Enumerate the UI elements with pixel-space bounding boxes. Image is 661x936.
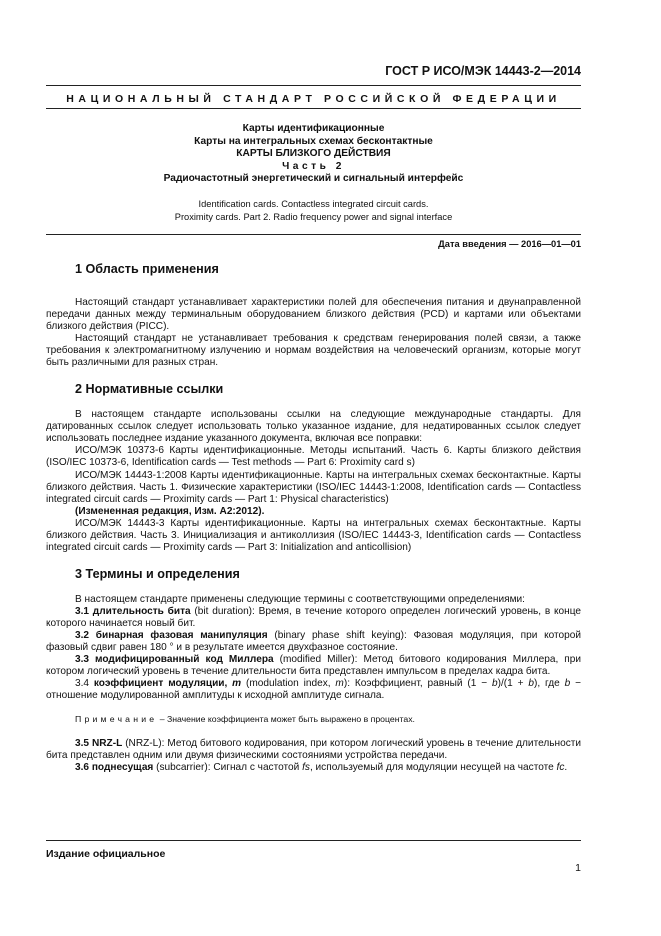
term-3-2-label: 3.2 бинарная фазовая манипуляция (75, 629, 268, 641)
title-part: Часть 2 (282, 160, 345, 172)
term-3-4-text-b: ): Коэффициент, равный (1 − (343, 678, 492, 690)
section-2-paragraph-1: В настоящем стандарте использованы ссылки на следующие международные стандарты. Для датированных ссылок следует использовать только указанное издание, для недатированных ссылок следует использовать последнее издание указанного документа, включая все поправки: (46, 409, 581, 445)
title-rule (46, 234, 581, 235)
term-3-4-text-d: ), где (534, 678, 565, 690)
title-line-5: Радиочастотный энергетический и сигнальный интерфейс (163, 173, 464, 185)
section-3-heading: 3 Термины и определения (75, 566, 240, 581)
term-3-6 (46, 762, 581, 774)
amendment-note: (Измененная редакция, Изм. A2:2012). (75, 505, 265, 517)
term-3-1 (46, 606, 581, 630)
footer-rule (46, 840, 581, 841)
section-3-intro: В настоящем стандарте применены следующие термины с соответствующими определениями: (75, 593, 525, 605)
english-title-line-2: Proximity cards. Part 2. Radio frequency power and signal interface (174, 211, 453, 222)
note-text: – Значение коэффициента может быть выражено в процентах. (157, 714, 415, 725)
term-3-1-label: 3.1 длительность бита (75, 605, 191, 617)
term-3-2-definition: (binary phase shift keying): Фазовая модуляция, при которой фазовый сдвиг равен 180 ° и в результате имеется двухфазное состояние. (46, 629, 581, 654)
russian-title (46, 123, 581, 186)
term-3-5 (46, 738, 581, 762)
reference-iso-14443-1: ИСО/МЭК 14443-1:2008 Карты идентификационные. Карты на интегральных схемах бесконтактные. Карты близкого действия. Часть 1. Физические характеристики (ISO/IEC 14443-1:2008, Identification cards — Contactless integrated circuit cards — Proximity cards — Part 1: Physical characteristics) (46, 469, 581, 505)
section-1-paragraph-2: Настоящий стандарт не устанавливает требования к средствам генерирования полей связи, а также требования к электромагнитному излучению и нормам воздействия на человеческий организм, которые могут быть различными для разных стран. (46, 333, 581, 369)
page-number: 1 (575, 862, 581, 874)
term-3-4-text-a: (modulation index, (241, 678, 336, 690)
section-1-paragraph-1: Настоящий стандарт устанавливает характеристики полей для обеспечения питания и двунаправленной передачи данных между терминальным оборудованием близкого действия (PCD) и картами или объектами близкого действия (PICC). (46, 297, 581, 333)
note-lead: Примечание (75, 714, 158, 725)
term-3-2 (46, 630, 581, 654)
national-standard-banner: НАЦИОНАЛЬНЫЙ СТАНДАРТ РОССИЙСКОЙ ФЕДЕРАЦИИ (66, 93, 561, 105)
term-3-5-label: 3.5 NRZ-L (75, 738, 123, 750)
term-3-4-label (94, 678, 241, 689)
term-3-4-label-text: коэффициент модуляции, (93, 678, 228, 690)
title-line-3: КАРТЫ БЛИЗКОГО ДЕЙСТВИЯ (236, 148, 391, 160)
term-3-3-label: 3.3 модифицированный код Миллера (75, 654, 274, 666)
banner-rule (46, 108, 581, 109)
header-rule (46, 85, 581, 86)
term-3-6-label: 3.6 поднесущая (75, 762, 154, 774)
term-3-4-symbol-m: m (232, 678, 242, 690)
term-3-4-text-c: )/(1 + (497, 678, 529, 690)
term-3-6-text-c: . (564, 762, 568, 774)
section-1-heading: 1 Область применения (75, 262, 219, 276)
english-title-line-1: Identification cards. Contactless integrated circuit cards. (198, 199, 429, 209)
title-line-2: Карты на интегральных схемах бесконтактные (194, 135, 433, 147)
term-3-1-definition: (bit duration): Время, в течение которого определен логический уровень, в конце которого начинается новый бит. (46, 605, 581, 629)
term-3-4-b-1: b (492, 678, 498, 690)
standard-number: ГОСТ Р ИСО/МЭК 14443-2—2014 (385, 64, 581, 78)
term-3-4 (46, 678, 581, 702)
term-3-6-fs: fs (302, 762, 310, 774)
term-3-6-fc: fc (556, 762, 565, 774)
term-3-6-text-b: , используемый для модуляции несущей на частоте (309, 762, 557, 774)
term-3-3-definition: (modified Miller): Метод битового кодирования Миллера, при котором логический уровень в течение длительности бита представлен импульсом в пределах кадра бита. (46, 654, 581, 678)
english-title (46, 198, 581, 223)
note (46, 713, 581, 725)
title-line-1: Карты идентификационные (242, 123, 385, 134)
term-3-4-text-e: − отношение модулированной амплитуды к исходной амплитуде сигнала. (46, 678, 581, 702)
term-3-4-m-inline: m (335, 678, 344, 690)
term-3-6-text-a: (subcarrier): Сигнал с частотой (153, 762, 303, 774)
term-3-4-b-2: b (528, 678, 534, 690)
term-3-4-number: 3.4 (75, 678, 94, 690)
introduction-date: Дата введения — 2016—01—01 (438, 239, 581, 249)
term-3-3 (46, 654, 581, 678)
term-3-5-definition: (NRZ-L): Метод битового кодирования, при котором логический уровень в течение длительности бита представлен одним или двумя физическими состояниями устройства передачи. (46, 738, 582, 762)
term-3-4-b-3: b (564, 678, 571, 690)
document-body (46, 258, 581, 774)
official-edition-label: Издание официальное (46, 848, 166, 860)
reference-iso-10373-6: ИСО/МЭК 10373-6 Карты идентификационные. Методы испытаний. Часть 6. Карты близкого действия (ISO/IEC 10373-6, Identification cards — Test methods — Part 6: Proximity card s) (46, 445, 581, 469)
reference-iso-14443-3: ИСО/МЭК 14443-3 Карты идентификационные. Карты на интегральных схемах бесконтактные. Карты близкого действия. Часть 3. Инициализация и антиколлизия (ISO/IEC 14443-3, Identification cards — Contactless integrated circuit cards — Proximity cards — Part 3: Initialization and anticollision) (46, 517, 581, 553)
section-2-heading: 2 Нормативные ссылки (75, 382, 224, 397)
